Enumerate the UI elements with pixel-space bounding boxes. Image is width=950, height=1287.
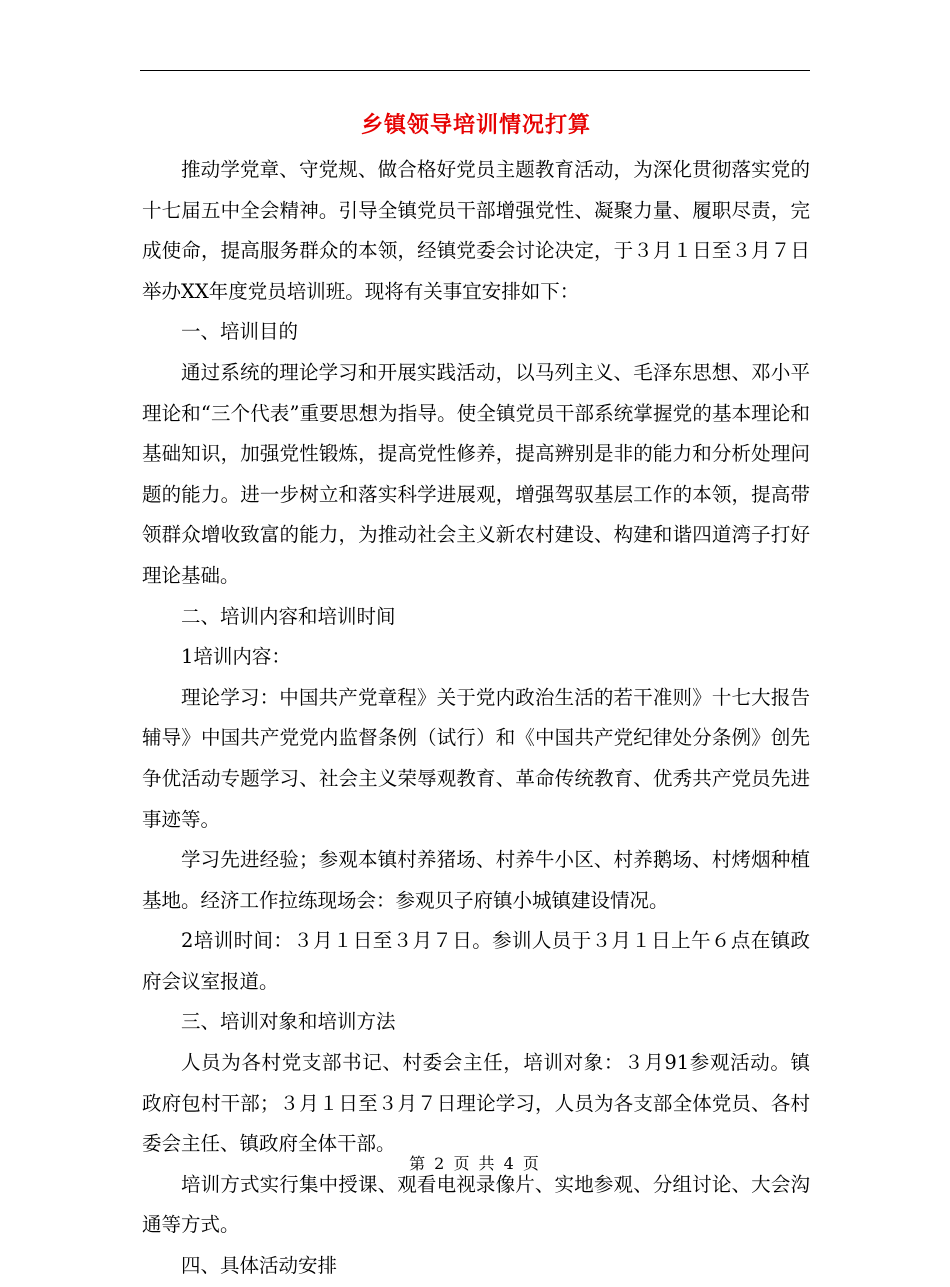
document-body <box>142 100 810 1287</box>
paragraph-intro: 推动学党章、守党规、做合格好党员主题教育活动，为深化贯彻落实党的十七届五中全会精神。引导全镇党员干部增强党性、凝聚力量、履职尽责，完成使命，提高服务群众的本领，经镇党委会讨论决定，于３月１日至３月７日举办XX年度党员培训班。现将有关事宜安排如下： <box>142 158 810 303</box>
subheading-content: 1培训内容： <box>181 645 291 669</box>
paragraph-experience: 学习先进经验；参观本镇村养猪场、村养牛小区、村养鹅场、村烤烟种植基地。经济工作拉练现场会：参观贝子府镇小城镇建设情况。 <box>142 848 810 912</box>
paragraph-theory: 理论学习：中国共产党章程》关于党内政治生活的若干准则》十七大报告辅导》中国共产党党内监督条例（试行）和《中国共产党纪律处分条例》创先争优活动专题学习、社会主义荣辱观教育、革命传统教育、优秀共产党员先进事迹等。 <box>142 685 810 831</box>
paragraph-methods: 培训方式实行集中授课、观看电视录像片、实地参观、分组讨论、大会沟通等方式。 <box>142 1172 810 1237</box>
document-title: 乡镇领导培训情况打算 <box>360 112 591 138</box>
paragraph-targets: 人员为各村党支部书记、村委会主任，培训对象：３月91参观活动。镇政府包村干部；３月１日至３月７日理论学习，人员为各支部全体党员、各村委会主任、镇政府全体干部。 <box>142 1051 810 1156</box>
section-heading-3: 三、培训对象和培训方法 <box>181 1010 396 1034</box>
section-heading-4: 四、具体活动安排 <box>181 1254 338 1278</box>
page-number-footer: 第 2 页 共 4 页 <box>409 1154 541 1173</box>
paragraph-objectives: 通过系统的理论学习和开展实践活动，以马列主义、毛泽东思想、邓小平理论和“三个代表”重要思想为指导。使全镇党员干部系统掌握党的基本理论和基础知识，加强党性锻炼，提高党性修养，提高辨别是非的能力和分析处理问题的能力。进一步树立和落实科学进展观，增强驾驭基层工作的本领，提高带领群众增收致富的能力，为推动社会主义新农村建设、构建和谐四道湾子打好理论基础。 <box>142 360 810 587</box>
header-rule <box>140 70 810 71</box>
paragraph-time: 2培训时间：３月１日至３月７日。参训人员于３月１日上午６点在镇政府会议室报道。 <box>142 929 810 993</box>
section-heading-1: 一、培训目的 <box>181 320 299 344</box>
section-heading-2: 二、培训内容和培训时间 <box>181 604 396 628</box>
